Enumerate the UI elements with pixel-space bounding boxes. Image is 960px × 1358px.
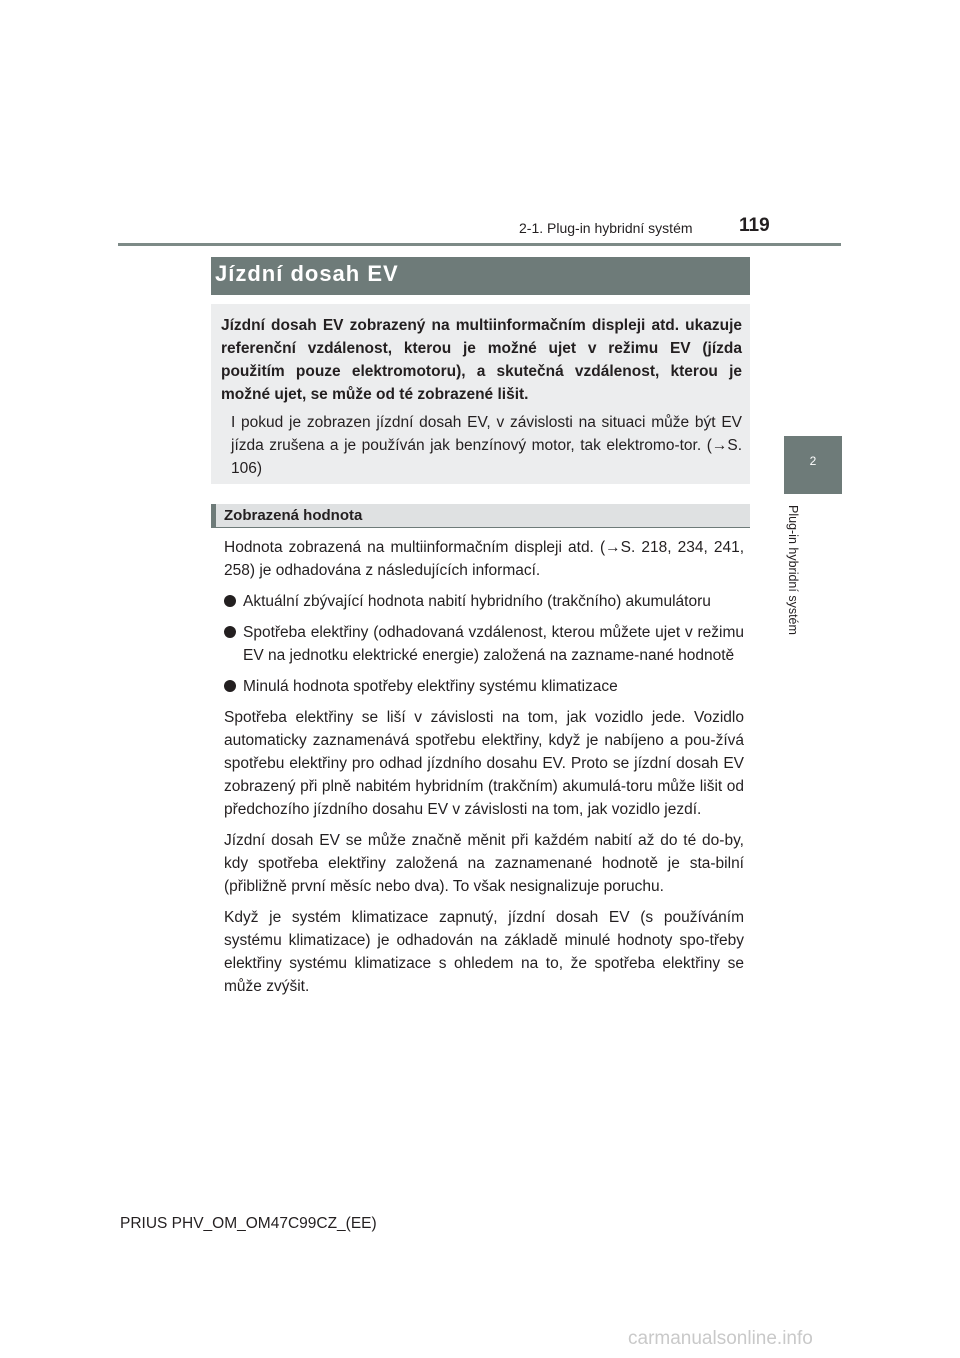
body-paragraph-2: Spotřeba elektřiny se liší v závislosti na tom, jak vozidlo jede. Vozidlo automaticky zaznamenává spotřebu elektřiny, když je nabíjeno a pou-žívá spotřebu elektřiny pro odhad jízdního dosahu EV. Proto se jízdní dosah EV zobrazený při plně nabitém hybridním (trakčním) akumulá-toru může lišit od předchozího jízdního dosahu EV v závislosti na tom, jak vozidlo jezdí. bbox=[224, 709, 744, 818]
subheading-marker bbox=[211, 504, 216, 527]
footer-manual-code: PRIUS PHV_OM_OM47C99CZ_(EE) bbox=[120, 1215, 377, 1232]
intro-summary: Jízdní dosah EV zobrazený na multiinformačním displeji atd. ukazuje referenční vzdálenost, kterou je možné ujet v režimu EV (jízda použitím pouze elektromotoru), a skutečná vzdálenost, kterou je možné ujet, se může od té zobrazené lišit. bbox=[221, 317, 742, 403]
info-bullet-list bbox=[224, 590, 744, 698]
chapter-tab bbox=[784, 436, 842, 494]
header-divider bbox=[118, 243, 841, 246]
bullet-icon bbox=[224, 595, 236, 607]
bullet-icon bbox=[224, 626, 236, 638]
chapter-number: 2 bbox=[809, 454, 817, 468]
bullet-icon bbox=[224, 680, 236, 692]
body-content bbox=[224, 536, 744, 1006]
section-title: Jízdní dosah EV bbox=[215, 261, 399, 286]
chapter-side-label bbox=[786, 505, 800, 665]
body-paragraph-3: Jízdní dosah EV se může značně měnit při každém nabití až do té do-by, kdy spotřeba elektřiny založená na zaznamenané hodnotě je sta-bilní (přibližně první měsíc nebo dva). To však nesignalizuje poruchu. bbox=[224, 832, 744, 895]
list-item bbox=[224, 675, 744, 698]
list-item-text: Aktuální zbývající hodnota nabití hybridního (trakčního) akumulátoru bbox=[243, 593, 711, 610]
intro-box bbox=[211, 304, 750, 484]
page-number: 119 bbox=[739, 215, 770, 236]
body-paragraph-1: Hodnota zobrazená na multiinformačním displeji atd. (→S. 218, 234, 241, 258) je odhadována z následujících informací. bbox=[224, 539, 744, 579]
section-title-bar bbox=[211, 257, 750, 295]
chapter-label-text: Plug-in hybridní systém bbox=[786, 505, 800, 635]
subheading-title: Zobrazená hodnota bbox=[224, 507, 363, 524]
subheading-bar bbox=[211, 504, 750, 528]
list-item-text: Minulá hodnota spotřeby elektřiny systému klimatizace bbox=[243, 678, 618, 695]
list-item bbox=[224, 590, 744, 613]
header-section-title: 2-1. Plug-in hybridní systém bbox=[519, 220, 693, 236]
list-item bbox=[224, 621, 744, 667]
intro-note: I pokud je zobrazen jízdní dosah EV, v závislosti na situaci může být EV jízda zrušena a je používán jak benzínový motor, tak elektromo-tor. (→S. 106) bbox=[231, 414, 742, 477]
body-paragraph-4: Když je systém klimatizace zapnutý, jízdní dosah EV (s používáním systému klimatizace) je odhadován na základě minulé hodnoty spo-třeby elektřiny systému klimatizace s ohledem na to, že spotřeba elektřiny se může zvýšit. bbox=[224, 909, 744, 995]
watermark-text: carmanualsonline.info bbox=[628, 1328, 813, 1349]
list-item-text: Spotřeba elektřiny (odhadovaná vzdálenost, kterou můžete ujet v režimu EV na jednotku elektrické energie) založená na zazname-nané hodnotě bbox=[243, 624, 744, 664]
